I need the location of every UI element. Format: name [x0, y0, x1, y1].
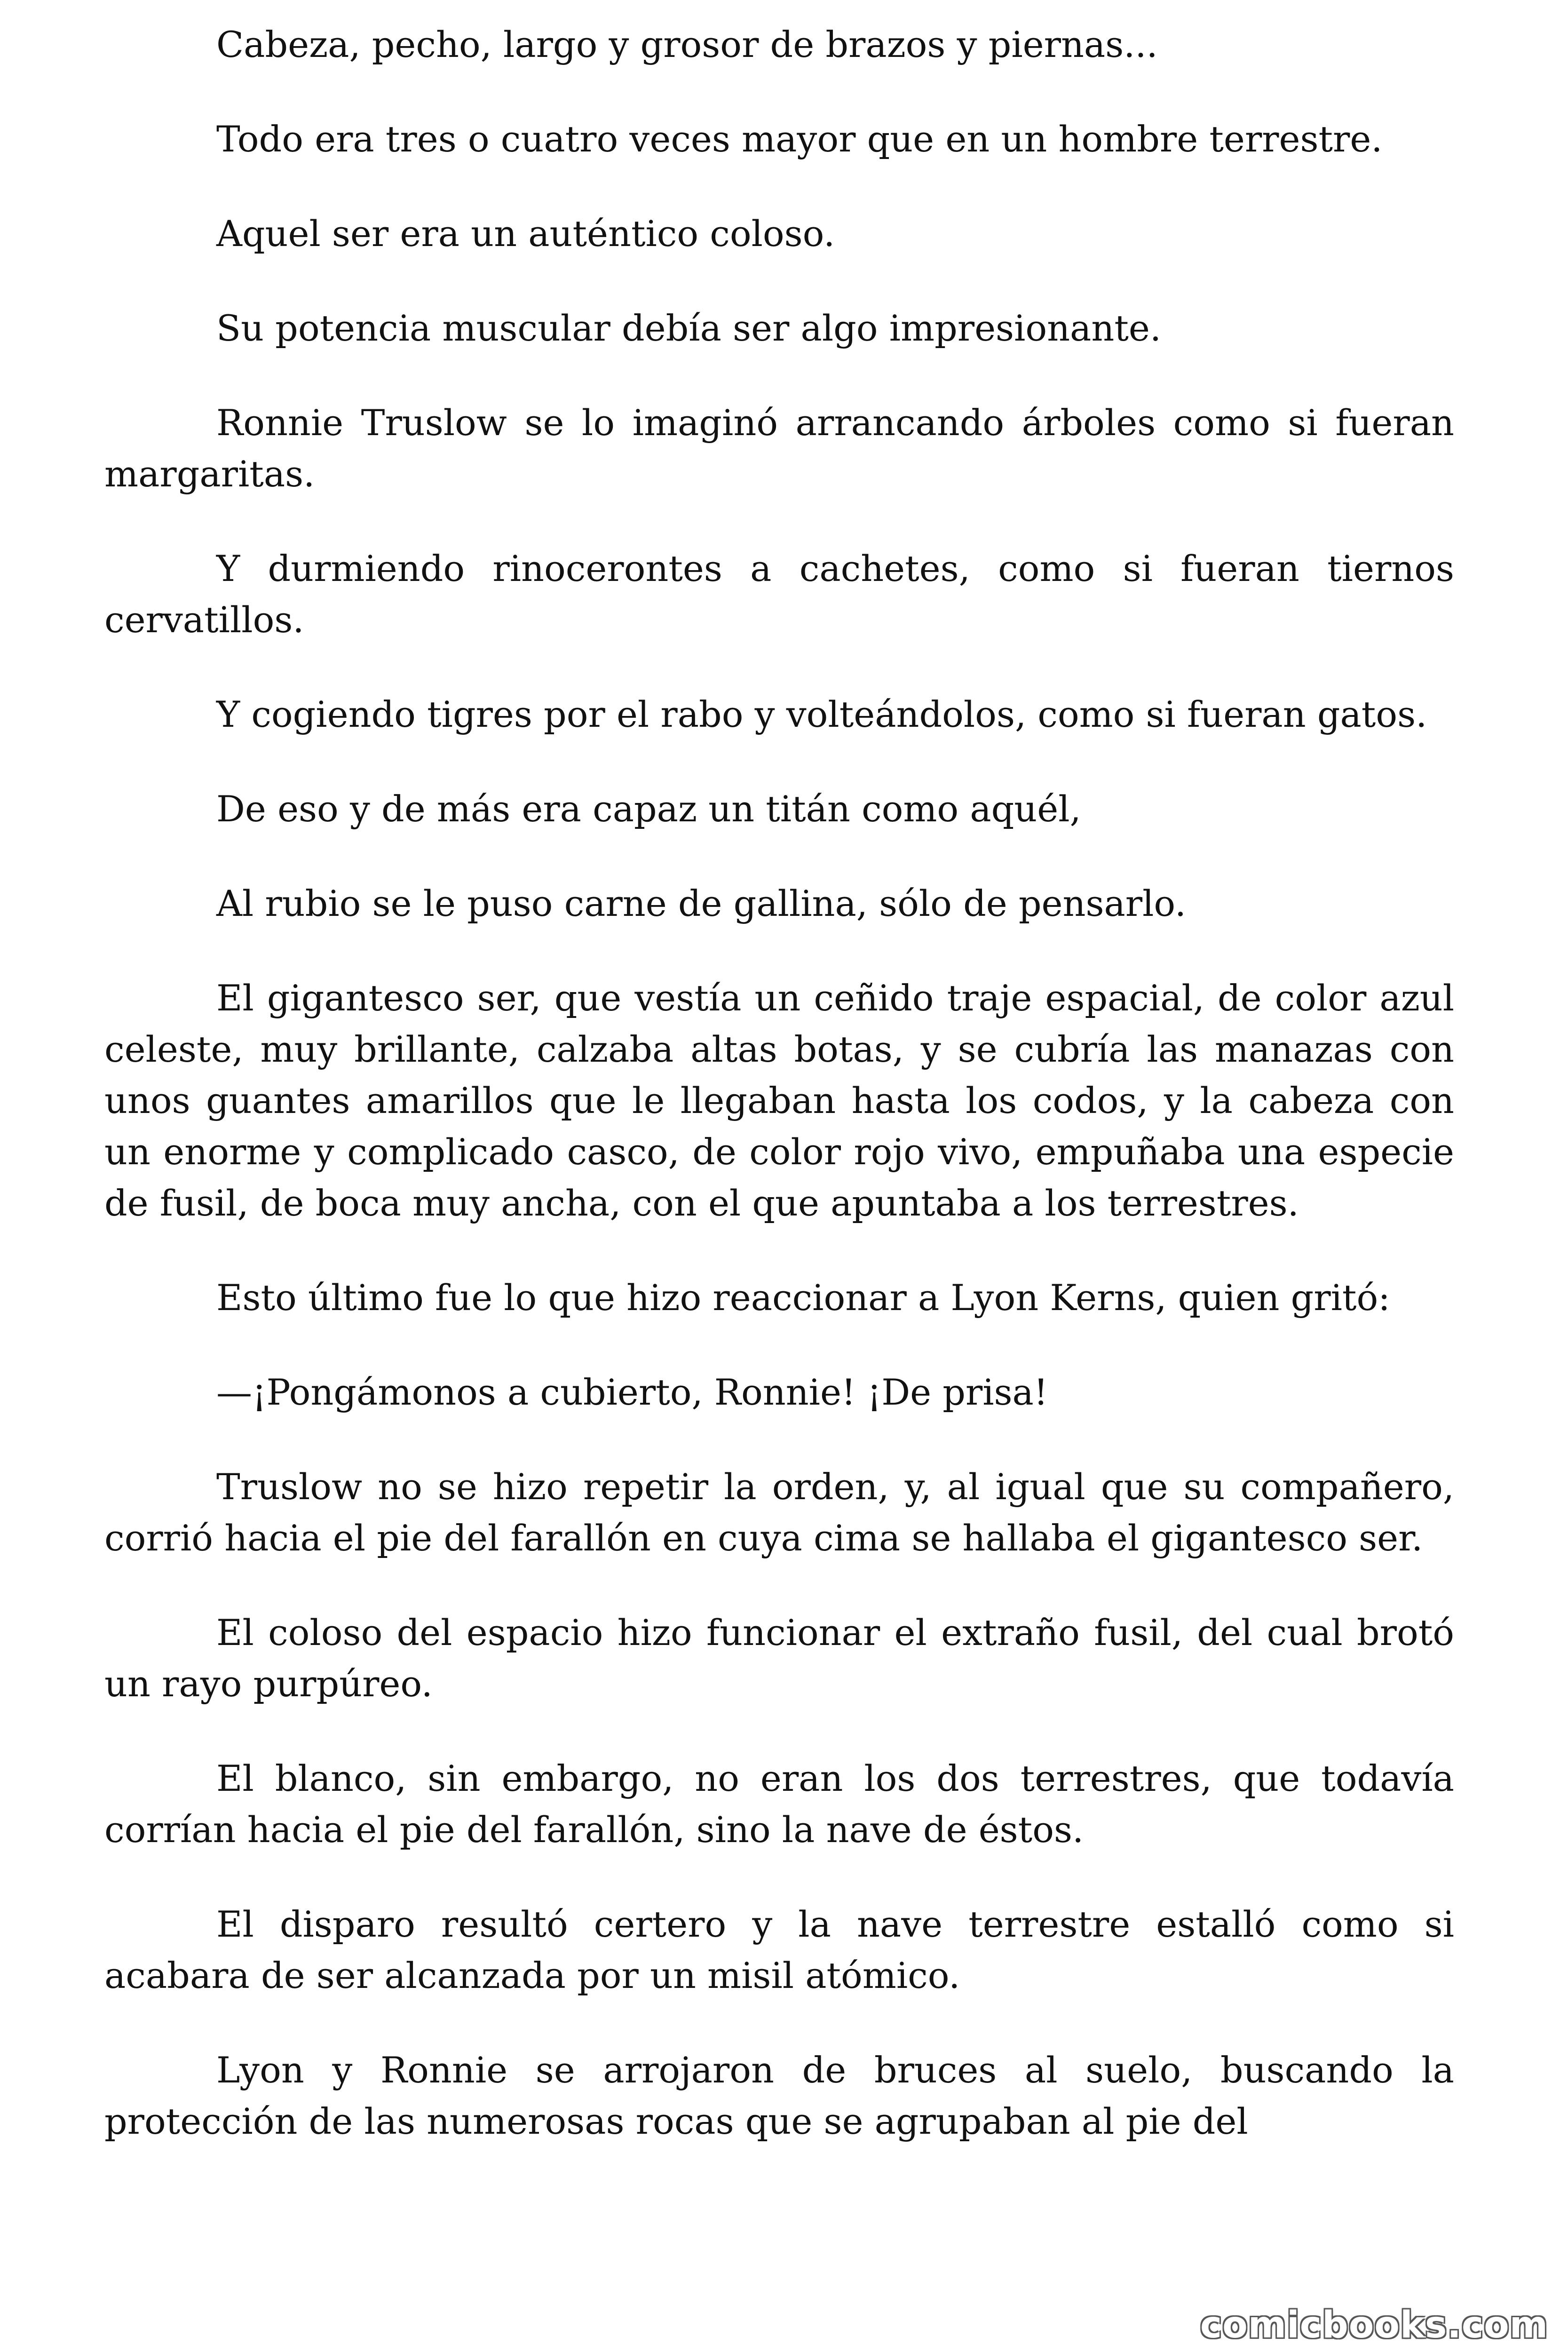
paragraph-2: Todo era tres o cuatro veces mayor que en un hombre terrestre. [216, 118, 1383, 160]
paragraph-4: Su potencia muscular debía ser algo impresionante. [216, 307, 1161, 349]
paragraph-16: El disparo resultó certero y la nave terrestre estalló como si acabara de ser alcanzada por un misil atómico. [104, 1903, 1454, 1996]
text-column [104, 19, 1454, 2147]
paragraph-11: Esto último fue lo que hizo reaccionar a Lyon Kerns, quien gritó: [216, 1277, 1390, 1319]
paragraph-3: Aquel ser era un auténtico coloso. [216, 213, 835, 254]
paragraph-1: Cabeza, pecho, largo y grosor de brazos y piernas... [216, 24, 1158, 65]
paragraph-9: Al rubio se le puso carne de gallina, sólo de pensarlo. [216, 882, 1186, 924]
paragraph-13: Truslow no se hizo repetir la orden, y, al igual que su compañero, corrió hacia el pie del farallón en cuya cima se hallaba el gigantesco ser. [104, 1466, 1454, 1559]
paragraph-17: Lyon y Ronnie se arrojaron de bruces al suelo, buscando la protección de las numerosas rocas que se agrupaban al pie del [104, 2049, 1454, 2142]
paragraph-5: Ronnie Truslow se lo imaginó arrancando árboles como si fueran margaritas. [104, 402, 1454, 495]
paragraph-8: De eso y de más era capaz un titán como aquél, [216, 788, 1081, 830]
paragraph-15: El blanco, sin embargo, no eran los dos terrestres, que todavía corrían hacia el pie del farallón, sino la nave de éstos. [104, 1757, 1454, 1851]
paragraph-6: Y durmiendo rinocerontes a cachetes, como si fueran tiernos cervatillos. [104, 548, 1454, 641]
paragraph-7: Y cogiendo tigres por el rabo y volteándolos, como si fueran gatos. [216, 693, 1427, 735]
paragraph-14: El coloso del espacio hizo funcionar el extraño fusil, del cual brotó un rayo purpúreo. [104, 1612, 1454, 1705]
paragraph-12: —¡Pongámonos a cubierto, Ronnie! ¡De prisa! [216, 1371, 1048, 1413]
watermark-logo: comicbooks.com [1200, 2304, 1548, 2346]
paragraph-10: El gigantesco ser, que vestía un ceñido traje espacial, de color azul celeste, muy brillante, calzaba altas botas, y se cubría las manazas con unos guantes amarillos que le llegaban hasta los codos, y la cabeza con un enorme y complicado casco, de color rojo vivo, empuñaba una especie de fusil, de boca muy ancha, con el que apuntaba a los terrestres. [104, 977, 1454, 1224]
